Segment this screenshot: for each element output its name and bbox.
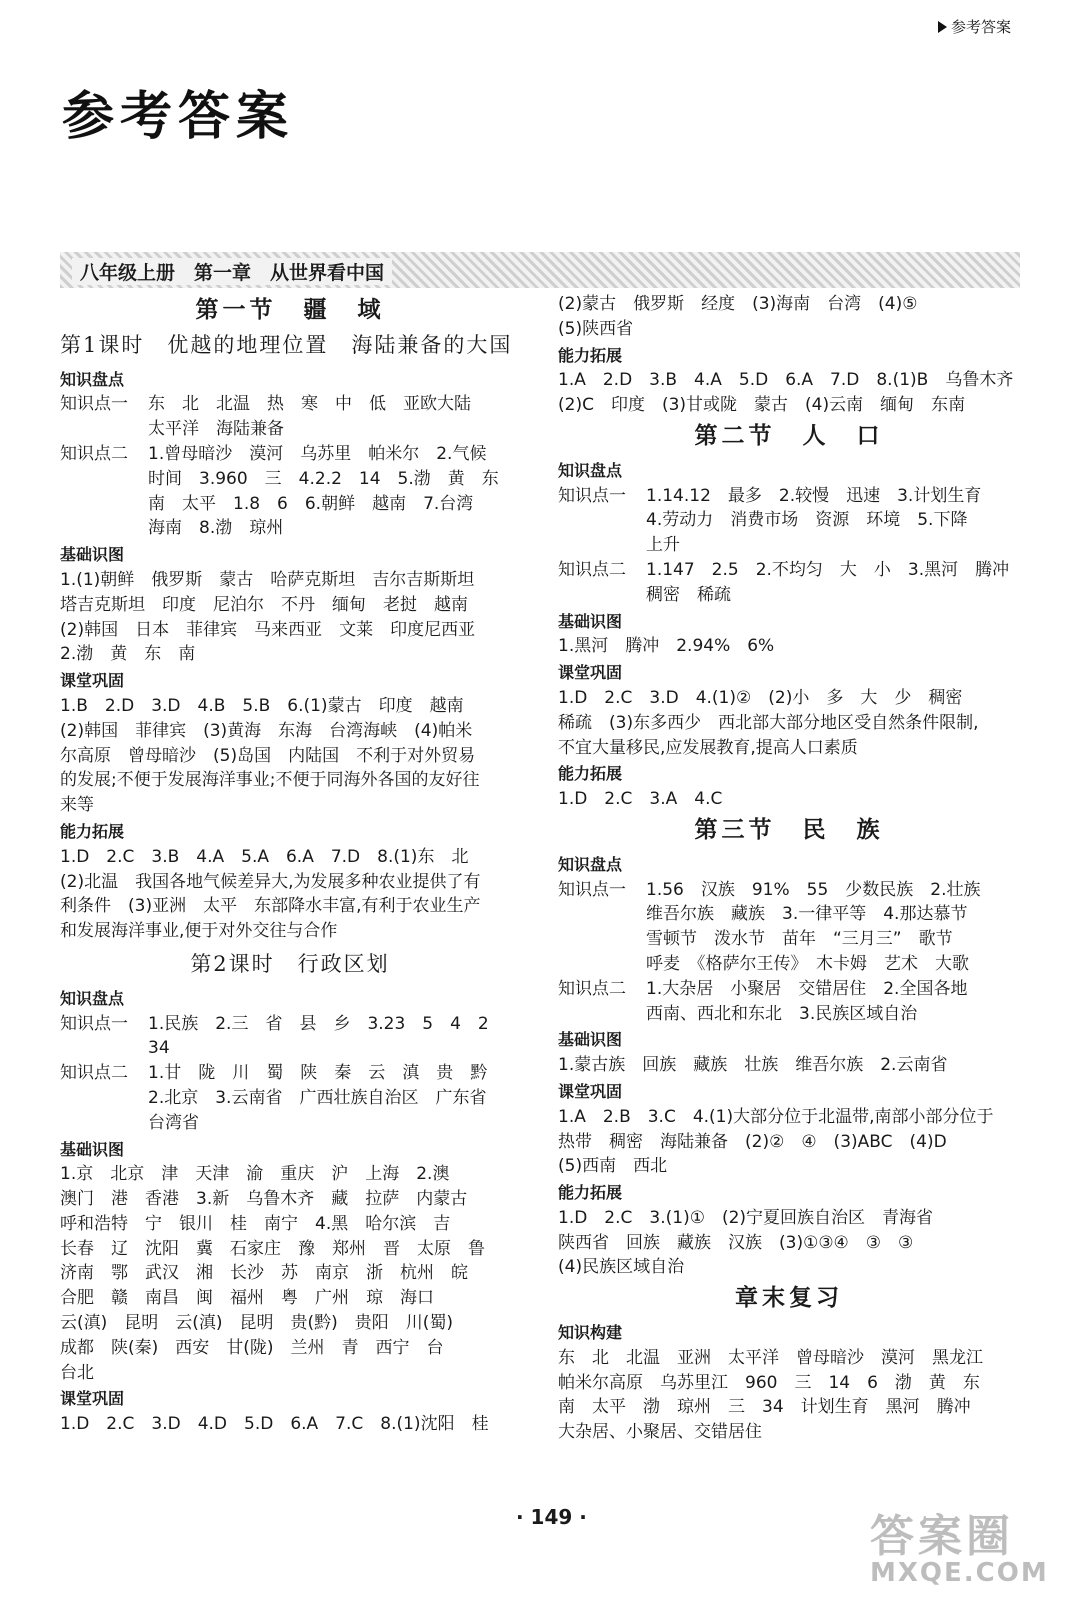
subheading: 知识盘点 xyxy=(60,369,125,389)
subheading: 能力拓展 xyxy=(60,821,125,841)
knowledge-point xyxy=(60,1012,520,1062)
knowledge-label: 知识点二 xyxy=(60,443,128,464)
subheading: 知识构建 xyxy=(558,1323,623,1343)
subheading: 知识盘点 xyxy=(558,854,623,874)
subheading: 能力拓展 xyxy=(558,345,623,365)
watermark-text: 答案圈 xyxy=(870,1511,1014,1562)
answer-line: 1.D 2.C 3.(1)① (2)宁夏回族自治区 青海省 xyxy=(558,1207,934,1228)
answer-line: (5)西南 西北 xyxy=(558,1156,668,1177)
answer-line: 大杂居、小聚居、交错居住 xyxy=(558,1422,762,1443)
subheading: 课堂巩固 xyxy=(60,1389,125,1409)
knowledge-label: 知识点一 xyxy=(60,1013,128,1034)
answer-line: 1.147 2.5 2.不均匀 大 小 3.黑河 腾冲 xyxy=(646,559,1010,580)
subheading: 基础识图 xyxy=(60,545,125,565)
answer-line: 1.A 2.B 3.C 4.(1)大部分位于北温带,南部小部分位于 xyxy=(558,1106,994,1127)
answer-line: 时间 3.960 三 4.2.2 14 5.渤 黄 东 xyxy=(148,468,499,489)
section-title: 第一节 疆 域 xyxy=(195,297,385,323)
answer-line: 塔吉克斯坦 印度 尼泊尔 不丹 缅甸 老挝 越南 xyxy=(60,594,468,615)
answer-line: (4)民族区域自治 xyxy=(558,1257,685,1278)
section-title: 第二节 人 口 xyxy=(694,422,884,449)
answer-line: 1.B 2.D 3.D 4.B 5.B 6.(1)蒙古 印度 越南 xyxy=(60,695,464,716)
knowledge-point xyxy=(558,484,1020,558)
knowledge-point xyxy=(60,1061,520,1135)
answer-line: 1.大杂居 小聚居 交错居住 2.全国各地 xyxy=(646,978,968,999)
answer-line: 东 北 北温 热 寒 中 低 亚欧大陆 xyxy=(148,394,471,415)
knowledge-body xyxy=(148,392,520,442)
lesson-title: 第1课时 优越的地理位置 海陆兼备的大国 xyxy=(60,332,513,357)
answer-line: 1.56 汉族 91% 55 少数民族 2.壮族 xyxy=(646,879,981,900)
subheading: 基础识图 xyxy=(558,611,623,631)
watermark-url: MXQE.COM xyxy=(870,1558,1049,1588)
answer-line: 1.D 2.C 3.B 4.A 5.A 6.A 7.D 8.(1)东 北 xyxy=(60,846,469,867)
knowledge-point xyxy=(558,558,1020,608)
answer-line: (2)韩国 日本 菲律宾 马来西亚 文莱 印度尼西亚 xyxy=(60,619,476,640)
answer-line: 热带 稠密 海陆兼备 (2)② ④ (3)ABC (4)D xyxy=(558,1131,947,1152)
subheading: 基础识图 xyxy=(558,1030,623,1050)
answer-line: 太平洋 海陆兼备 xyxy=(148,419,284,440)
answer-line: 雪顿节 泼水节 苗年 “三月三” 歌节 xyxy=(646,929,953,950)
answer-line: 1.D 2.C 3.D 4.D 5.D 6.A 7.C 8.(1)沈阳 桂 xyxy=(60,1414,489,1435)
answer-line: 和发展海洋事业,便于对外交往与合作 xyxy=(60,921,338,942)
knowledge-label: 知识点一 xyxy=(60,394,128,415)
answer-line: 稠密 稀疏 xyxy=(646,584,731,605)
answer-line: 1.D 2.C 3.A 4.C xyxy=(558,789,723,810)
answer-line: 台北 xyxy=(60,1362,94,1383)
answer-line: 呼和浩特 宁 银川 桂 南宁 4.黑 哈尔滨 吉 xyxy=(60,1213,451,1234)
answer-line: (2)C 印度 (3)甘或陇 蒙古 (4)云南 缅甸 东南 xyxy=(558,395,966,416)
knowledge-body xyxy=(646,977,1020,1027)
answer-line: 南 太平 1.8 6 6.朝鲜 越南 7.台湾 xyxy=(148,493,474,514)
page-number: · 149 · xyxy=(516,1505,587,1529)
answer-line: 2.渤 黄 东 南 xyxy=(60,644,196,665)
answer-line: 海南 8.渤 琼州 xyxy=(148,518,284,539)
answer-line: 台湾省 xyxy=(148,1112,199,1133)
answer-line: 济南 鄂 武汉 湘 长沙 苏 南京 浙 杭州 皖 xyxy=(60,1263,468,1284)
left-column xyxy=(60,292,520,1437)
subheading: 能力拓展 xyxy=(558,764,623,784)
answer-line: 1.14.12 最多 2.较慢 迅速 3.计划生育 xyxy=(646,485,982,506)
knowledge-point xyxy=(60,442,520,541)
answer-line: 维吾尔族 藏族 3.一律平等 4.那达慕节 xyxy=(646,904,968,925)
subheading: 课堂巩固 xyxy=(558,1081,623,1101)
answer-line: 尔高原 曾母暗沙 (5)岛国 内陆国 不利于对外贸易 xyxy=(60,745,476,766)
subheading: 能力拓展 xyxy=(558,1183,623,1203)
subheading: 基础识图 xyxy=(60,1139,125,1159)
knowledge-label: 知识点二 xyxy=(558,559,626,580)
subheading: 知识盘点 xyxy=(558,460,623,480)
knowledge-point xyxy=(558,878,1020,977)
triangle-icon xyxy=(938,21,947,33)
knowledge-body xyxy=(148,1061,520,1135)
answer-line: 的发展;不便于发展海洋事业;不便于同海外各国的友好往 xyxy=(60,770,480,791)
answer-line: 1.D 2.C 3.D 4.(1)② (2)小 多 大 少 稠密 xyxy=(558,687,963,708)
answer-line: 呼麦 《格萨尔王传》 木卡姆 艺术 大歌 xyxy=(646,953,969,974)
answer-line: 1.(1)朝鲜 俄罗斯 蒙古 哈萨克斯坦 吉尔吉斯斯坦 xyxy=(60,569,475,590)
knowledge-body xyxy=(148,1012,520,1062)
answer-line: 长春 辽 沈阳 冀 石家庄 豫 郑州 晋 太原 鲁 xyxy=(60,1238,485,1259)
knowledge-body xyxy=(646,558,1020,608)
knowledge-point xyxy=(558,977,1020,1027)
answer-line: (2)北温 我国各地气候差异大,为发展多种农业提供了有 xyxy=(60,871,481,892)
answer-line: 34 xyxy=(148,1038,170,1059)
answer-line: 帕米尔高原 乌苏里江 960 三 14 6 渤 黄 东 xyxy=(558,1372,980,1393)
answer-line: 不宜大量移民,应发展教育,提高人口素质 xyxy=(558,737,858,758)
answer-line: 稀疏 (3)东多西少 西北部大部分地区受自然条件限制, xyxy=(558,712,979,733)
subheading: 课堂巩固 xyxy=(60,671,125,691)
answer-line: 1.A 2.D 3.B 4.A 5.D 6.A 7.D 8.(1)B 乌鲁木齐 xyxy=(558,370,1014,391)
chapter-bar xyxy=(60,252,1020,288)
subheading: 知识盘点 xyxy=(60,988,125,1008)
answer-line: 1.曾母暗沙 漠河 乌苏里 帕米尔 2.气候 xyxy=(148,443,487,464)
subheading: 课堂巩固 xyxy=(558,663,623,683)
knowledge-label: 知识点一 xyxy=(558,879,626,900)
section-title: 第三节 民 族 xyxy=(694,816,884,843)
knowledge-label: 知识点二 xyxy=(60,1063,128,1084)
answer-line: 2.北京 3.云南省 广西壮族自治区 广东省 xyxy=(148,1087,487,1108)
answer-line: 4.劳动力 消费市场 资源 环境 5.下降 xyxy=(646,510,968,531)
main-title: 参考答案 xyxy=(62,87,295,147)
knowledge-body xyxy=(646,878,1020,977)
section-title: 章末复习 xyxy=(735,1285,843,1312)
answer-line: 利条件 (3)亚洲 太平 东部降水丰富,有利于农业生产 xyxy=(60,896,481,917)
knowledge-body xyxy=(646,484,1020,558)
answer-line: 东 北 北温 亚洲 太平洋 曾母暗沙 漠河 黑龙江 xyxy=(558,1347,983,1368)
answer-line: 上升 xyxy=(646,535,680,556)
answer-line: 成都 陕(秦) 西安 甘(陇) 兰州 青 西宁 台 xyxy=(60,1337,444,1358)
answer-line: 1.京 北京 津 天津 渝 重庆 沪 上海 2.澳 xyxy=(60,1164,450,1185)
answer-line: 1.蒙古族 回族 藏族 壮族 维吾尔族 2.云南省 xyxy=(558,1055,948,1076)
answer-line: (2)韩国 菲律宾 (3)黄海 东海 台湾海峡 (4)帕米 xyxy=(60,720,473,741)
answer-line: 合肥 赣 南昌 闽 福州 粤 广州 琼 海口 xyxy=(60,1288,434,1309)
right-column xyxy=(558,292,1020,1445)
chapter-title: 八年级上册 第一章 从世界看中国 xyxy=(72,258,392,285)
answer-line: 来等 xyxy=(60,795,94,816)
knowledge-point xyxy=(60,392,520,442)
knowledge-body xyxy=(148,442,520,541)
answer-line: 1.民族 2.三 省 县 乡 3.23 5 4 2 xyxy=(148,1013,489,1034)
knowledge-label: 知识点一 xyxy=(558,485,626,506)
answer-line: 澳门 港 香港 3.新 乌鲁木齐 藏 拉萨 内蒙古 xyxy=(60,1189,468,1210)
answer-line: 西南、西北和东北 3.民族区域自治 xyxy=(646,1003,918,1024)
answer-line: 陕西省 回族 藏族 汉族 (3)①③④ ③ ③ xyxy=(558,1232,914,1253)
header-tag: 参考答案 xyxy=(938,16,1011,37)
answer-line: (2)蒙古 俄罗斯 经度 (3)海南 台湾 (4)⑤ xyxy=(558,294,918,314)
answer-line: 云(滇) 昆明 云(滇) 昆明 贵(黔) 贵阳 川(蜀) xyxy=(60,1313,454,1334)
answer-line: 南 太平 渤 琼州 三 34 计划生育 黑河 腾冲 xyxy=(558,1397,971,1418)
watermark-logo xyxy=(870,1500,1055,1592)
answer-line: (5)陕西省 xyxy=(558,318,634,339)
knowledge-label: 知识点二 xyxy=(558,978,626,999)
answer-line: 1.黑河 腾冲 2.94% 6% xyxy=(558,636,775,657)
lesson-title: 第2课时 行政区划 xyxy=(190,951,390,976)
answer-line: 1.甘 陇 川 蜀 陕 秦 云 滇 贵 黔 xyxy=(148,1063,488,1084)
